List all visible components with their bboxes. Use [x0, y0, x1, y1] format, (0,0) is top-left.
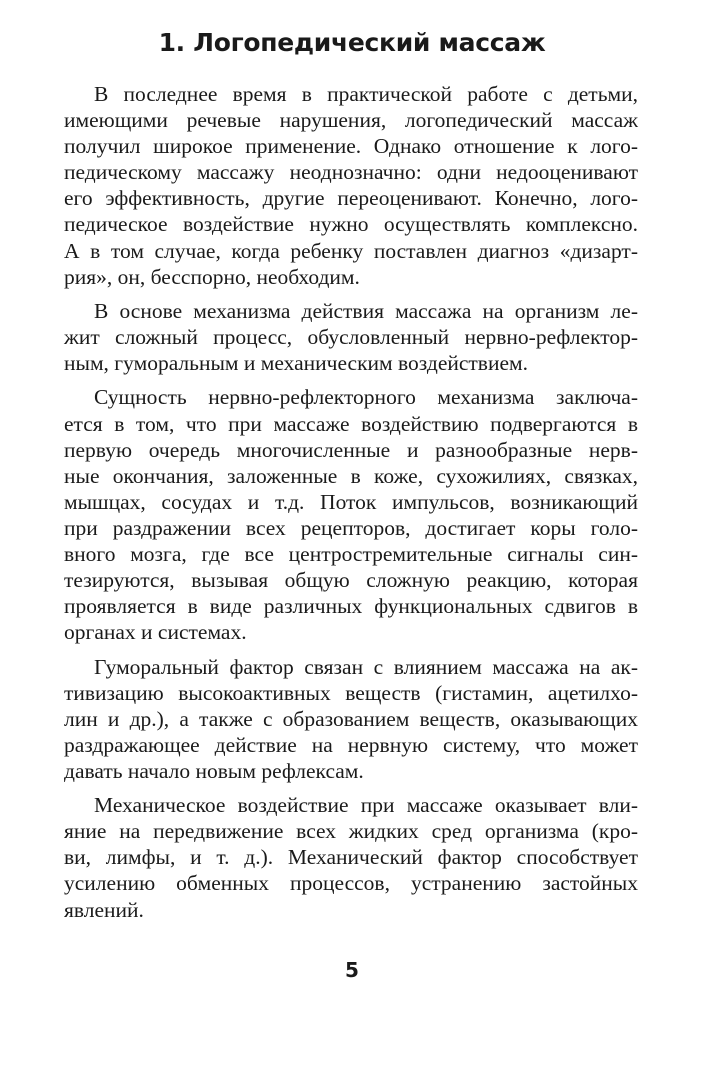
page-number: 5	[345, 958, 359, 982]
text-line: Сущность нервно-рефлекторного механизма заключа-	[94, 385, 638, 410]
paragraph-1	[64, 81, 638, 290]
text-line: А в том случае, когда ребенку поставлен диагноз «дизарт-	[64, 238, 638, 263]
text-line: тивизацию высокоактивных веществ (гистамин, ацетилхо-	[64, 680, 638, 705]
text-line: ется в том, что при массаже воздействию подвергаются в	[64, 411, 638, 436]
text-line: педическому массажу неоднозначно: одни недооценивают	[64, 160, 638, 185]
paragraph-5	[64, 792, 638, 922]
text-line: В основе механизма действия массажа на организм ле-	[94, 298, 638, 323]
text-line: яние на передвижение всех жидких сред организма (кро-	[64, 819, 638, 844]
text-line: явлений.	[64, 897, 144, 922]
text-line: жит сложный процесс, обусловленный нервно-рефлектор-	[64, 325, 638, 350]
text-line: первую очередь многочисленные и разнообразные нерв-	[64, 437, 638, 462]
text-line: раздражающее действие на нервную систему, что может	[64, 732, 638, 757]
text-line: проявляется в виде различных функциональных сдвигов в	[64, 594, 638, 619]
text-line: ные окончания, заложенные в коже, сухожилиях, связках,	[64, 463, 638, 488]
text-line: тезируются, вызывая общую сложную реакцию, которая	[64, 568, 638, 593]
text-line: рия», он, бесспорно, необходим.	[64, 264, 360, 289]
text-line: Механическое воздействие при массаже оказывает вли-	[94, 793, 638, 818]
text-line: ным, гуморальным и механическим воздействием.	[64, 351, 528, 376]
body-text	[64, 81, 638, 923]
text-line: органах и системах.	[64, 620, 247, 645]
text-line: его эффективность, другие переоценивают. Конечно, лого-	[64, 186, 638, 211]
paragraph-3	[64, 384, 638, 645]
text-line: получил широкое применение. Однако отношение к лого-	[64, 134, 638, 159]
text-line: лин и др.), а также с образованием веществ, оказывающих	[64, 706, 638, 731]
text-line: имеющими речевые нарушения, логопедический массаж	[64, 108, 638, 133]
text-line: мышцах, сосудах и т.д. Поток импульсов, возникающий	[64, 489, 638, 514]
text-line: Гуморальный фактор связан с влиянием массажа на ак-	[94, 654, 638, 679]
text-line: В последнее время в практической работе с детьми,	[94, 82, 638, 106]
text-line: вного мозга, где все центростремительные сигналы син-	[64, 541, 638, 566]
paragraph-2	[64, 298, 638, 376]
text-line: педическое воздействие нужно осуществлять комплексно.	[64, 212, 638, 237]
text-line: при раздражении всех рецепторов, достигает коры голо-	[64, 515, 638, 540]
text-line: усилению обменных процессов, устранению застойных	[64, 871, 638, 896]
chapter-title: 1. Логопедический массаж	[158, 28, 546, 57]
paragraph-4	[64, 654, 638, 784]
text-line: ви, лимфы, и т. д.). Механический фактор способствует	[64, 845, 638, 870]
text-line: давать начало новым рефлексам.	[64, 758, 364, 783]
